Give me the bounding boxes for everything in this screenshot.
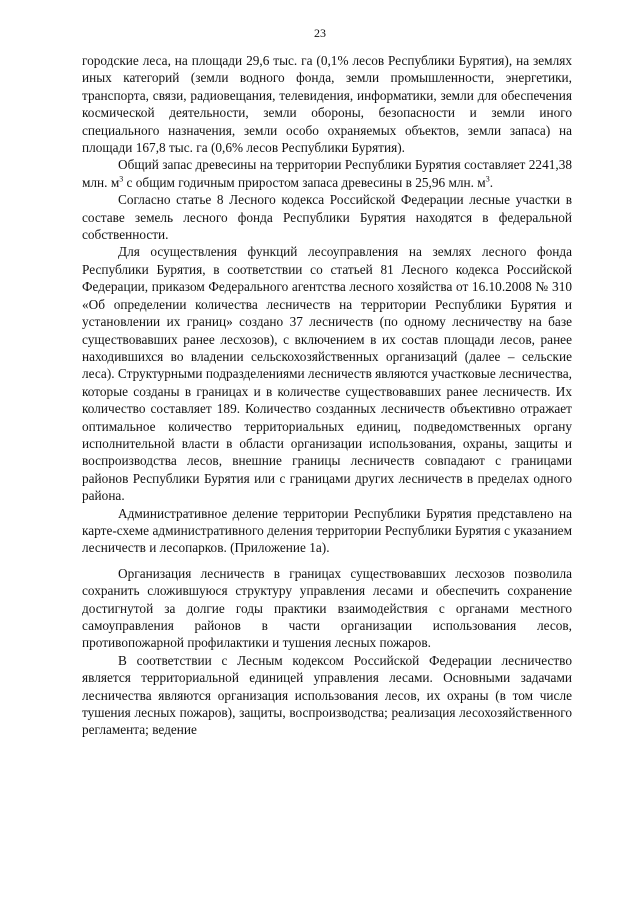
cubic-superscript-2: 3: [485, 174, 490, 184]
paragraph-forest-lands: городские леса, на площади 29,6 тыс. га (0,1% лесов Республики Бурятия), на землях иных категорий (земли водного фонда, земли промышленности, энергетики, транспорта, связи, радиовещания, телевидения, информатики, земли для обеспечения космической деятельности, земли обороны, безопасности и земли иного специального назначения, земли особо охраняемых объектов, земли запаса) на площади 167,8 тыс. га (0,6% лесов Республики Бурятия).: [82, 53, 572, 156]
paragraph-timber-stock: [82, 156, 572, 191]
page-number: 23: [314, 26, 326, 40]
paragraph-forestry-districts: Для осуществления функций лесоуправления на землях лесного фонда Республики Бурятия, в соответствии со статьей 81 Лесного кодекса Российской Федерации, приказом Федерального агентства лесного хозяйства от 16.10.2008 № 310 «Об определении количества лесничеств на территории Республики Бурятия и установлении их границ» создано 37 лесничеств (по одному лесничеству на базе существовавших ранее лесхозов), с включением в их состав площади лесов, ранее находившихся во владении сельскохозяйственных организаций (далее – сельские леса). Структурными подразделениями лесничеств являются участковые лесничества, которые созданы в границах и в количестве существовавших ранее лесничеств. Их количество составляет 189. Количество созданных лесничеств объективно отражает оптимальное количество территориальных единиц, подведомственных органу исполнительной власти в области организации использования, охраны, защиты и воспроизводства лесов, внешние границы лесничеств совпадают с границами районов Республики Бурятия или с границами других лесничеств в пределах одного района.: [82, 244, 573, 504]
paragraph-administrative-division: Административное деление территории Республики Бурятия представлено на карте-схеме административного деления территории Республики Бурятия с указанием лесничеств и лесопарков. (Приложение 1а).: [82, 505, 572, 556]
cubic-superscript-1: 3: [119, 174, 124, 184]
timber-stock-text-3: .: [489, 174, 494, 190]
paragraph-forest-code: В соответствии с Лесным кодексом Российской Федерации лесничество является территориальной единицей управления лесами. Основными задачами лесничества являются организация использования лесов, их охраны (в том числе тушения лесных пожаров), защиты, воспроизводства; реализация лесохозяйственного регламента; ведение: [82, 652, 572, 738]
document-body: [82, 52, 572, 739]
paragraph-federal-ownership: Согласно статье 8 Лесного кодекса Российской Федерации лесные участки в составе земель лесного фонда Республики Бурятия находятся в федеральной собственности.: [82, 192, 572, 243]
timber-stock-text-1: Общий запас древесины на территории Республики Бурятия составляет 2241,38 млн. м: [82, 157, 572, 190]
paragraph-organization: Организация лесничеств в границах существовавших лесхозов позволила сохранить сложившуюся структуру управления лесами и обеспечить сохранение достигнутой за долгие годы практики взаимодействия с органами местного самоуправления районов в части организации использования лесов, противопожарной профилактики и тушения лесных пожаров.: [82, 565, 572, 651]
timber-stock-text-2: с общим годичным приростом запаса древесины в 25,96 млн. м: [123, 174, 486, 190]
